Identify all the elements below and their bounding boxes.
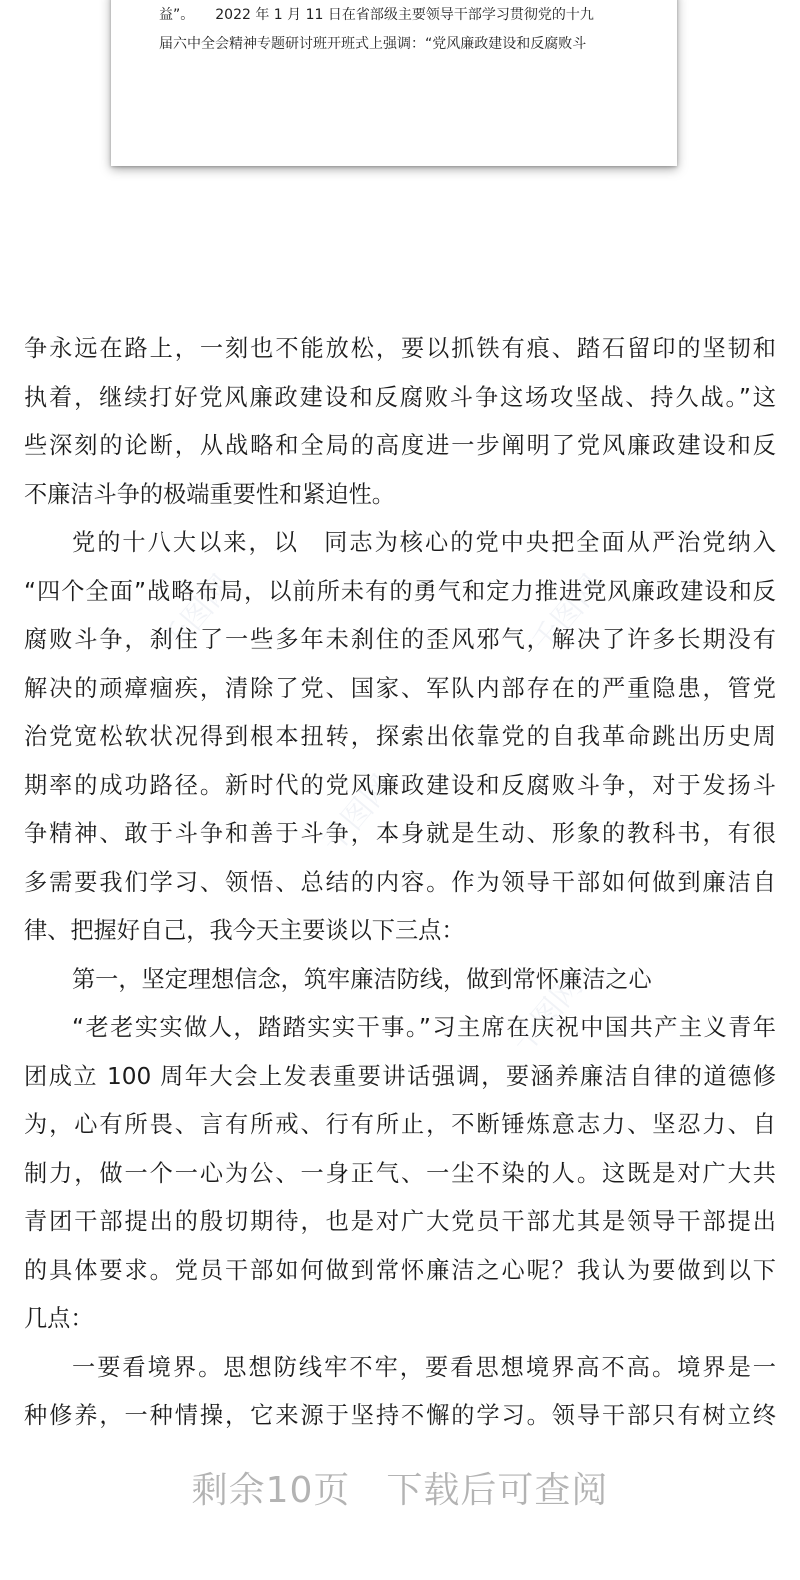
text-line: 多需要我们学习、领悟、总结的内容。作为领导干部如何做到廉洁自	[24, 868, 776, 896]
text-line: 争精神、敢于斗争和善于斗争，本身就是生动、形象的教科书，有很	[24, 820, 776, 847]
text-line: 治党宽松软状况得到根本扭转，探索出依靠党的自我革命跳出历史周	[24, 723, 776, 750]
download-hint-label: 下载后可查阅	[386, 1470, 609, 1511]
paragraph-start: 一要看境界。思想防线牢不牢，要看思想境界高不高。境界是一	[72, 1353, 776, 1381]
document-body	[24, 325, 776, 1441]
previous-page-preview	[111, 0, 677, 166]
text-line: 腐败斗争，刹住了一些多年未刹住的歪风邪气，解决了许多长期没有	[24, 626, 776, 653]
text-line: 期率的成功路径。新时代的党风廉政建设和反腐败斗争，对于发扬斗	[24, 771, 776, 799]
text-line: 律、把握好自己，我今天主要谈以下三点：	[24, 917, 465, 944]
text-line: 为，心有所畏、言有所戒、行有所止，不断锤炼意志力、坚忍力、自	[24, 1111, 776, 1138]
remaining-pages-prompt[interactable]	[0, 1462, 800, 1513]
text-line: 不廉洁斗争的极端重要性和紧迫性。	[24, 480, 395, 508]
preview-text	[159, 0, 639, 77]
text-line: 几点：	[24, 1305, 94, 1332]
watermark: 千图网	[315, 768, 401, 860]
watermark: 千图网	[525, 568, 611, 660]
watermark: 千图网	[155, 568, 241, 660]
text-line: “四个全面”战略布局，以前所未有的勇气和定力推进党风廉政建设和反	[24, 577, 776, 605]
text-line: 种修养，一种情操，它来源于坚持不懈的学习。领导干部只有树立终	[24, 1402, 776, 1429]
preview-line: 届六中全会精神专题研讨班开班式上强调：“党风廉政建设和反腐败斗	[159, 36, 587, 52]
text-line: 青团干部提出的殷切期待，也是对广大党员干部尤其是领导干部提出	[24, 1208, 776, 1235]
text-line: 团成立 100 周年大会上发表重要讲话强调，要涵养廉洁自律的道德修	[24, 1062, 776, 1090]
text-line: 的具体要求。党员干部如何做到常怀廉洁之心呢？我认为要做到以下	[24, 1256, 776, 1284]
paragraph-start: 党的十八大以来，以 同志为核心的党中央把全面从严治党纳入	[72, 529, 776, 556]
text-line: 制力，做一个一心为公、一身正气、一尘不染的人。这既是对广大共	[24, 1159, 776, 1187]
section-heading: 第一，坚定理想信念，筑牢廉洁防线，做到常怀廉洁之心	[72, 965, 652, 993]
text-line: 争永远在路上，一刻也不能放松，要以抓铁有痕、踏石留印的坚韧和	[24, 335, 776, 362]
text-line: 些深刻的论断，从战略和全局的高度进一步阐明了党风廉政建设和反	[24, 432, 776, 459]
text-line: 解决的顽瘴痼疾，清除了党、国家、军队内部存在的严重隐患，管党	[24, 674, 776, 702]
text-line: 执着，继续打好党风廉政建设和反腐败斗争这场攻坚战、持久战。”这	[24, 383, 776, 411]
preview-line: 益”。 2022 年 1 月 11 日在省部级主要领导干部学习贯彻党的十九	[159, 7, 594, 23]
paragraph-start: “老老实实做人，踏踏实实干事。”习主席在庆祝中国共产主义青年	[72, 1014, 776, 1041]
remaining-pages-label: 剩余10页	[191, 1470, 351, 1511]
watermark: 千图网	[505, 968, 591, 1060]
